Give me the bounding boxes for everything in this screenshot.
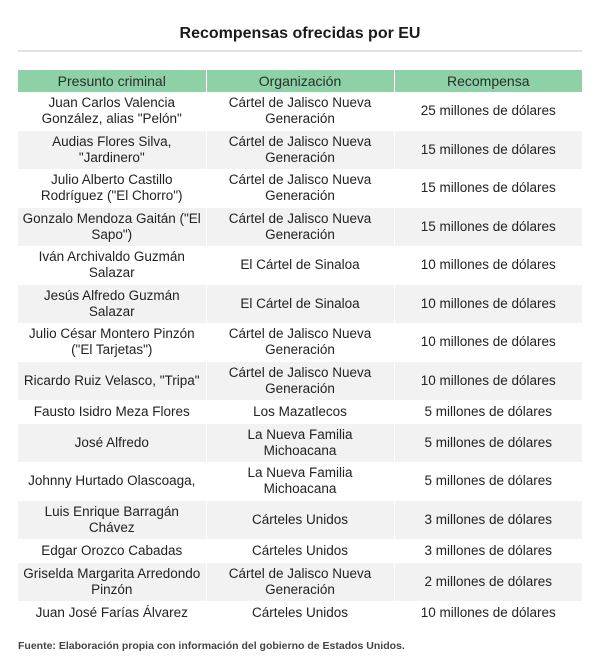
cell-reward: 5 millones de dólares [394, 424, 582, 463]
cell-organization: Cárteles Unidos [206, 601, 394, 625]
cell-reward: 2 millones de dólares [394, 563, 582, 602]
cell-reward: 5 millones de dólares [394, 462, 582, 501]
table-row [18, 285, 582, 324]
cell-criminal: Fausto Isidro Meza Flores [18, 400, 206, 424]
page-title: Recompensas ofrecidas por EU [179, 25, 421, 42]
cell-organization: El Cártel de Sinaloa [206, 246, 394, 285]
cell-organization: Cártel de Jalisco Nueva Generación [206, 362, 394, 401]
table-row [18, 400, 582, 424]
cell-criminal: Gonzalo Mendoza Gaitán ("El Sapo") [18, 208, 206, 247]
table-row [18, 246, 582, 285]
cell-organization: Cárteles Unidos [206, 539, 394, 563]
cell-criminal: Audias Flores Silva, "Jardinero" [18, 131, 206, 170]
table-row [18, 424, 582, 463]
cell-criminal: Iván Archivaldo Guzmán Salazar [18, 246, 206, 285]
source-note: Fuente: Elaboración propia con información del gobierno de Estados Unidos. [18, 640, 405, 652]
cell-organization: La Nueva Familia Michoacana [206, 424, 394, 463]
cell-reward: 10 millones de dólares [394, 362, 582, 401]
cell-reward: 10 millones de dólares [394, 246, 582, 285]
cell-criminal: Juan Carlos Valencia González, alias "Pelón" [18, 92, 206, 131]
cell-criminal: Luis Enrique Barragán Chávez [18, 501, 206, 540]
table-row [18, 601, 582, 625]
cell-reward: 5 millones de dólares [394, 400, 582, 424]
cell-criminal: Johnny Hurtado Olascoaga, [18, 462, 206, 501]
title-divider [18, 50, 582, 52]
cell-organization: Cártel de Jalisco Nueva Generación [206, 92, 394, 131]
cell-organization: El Cártel de Sinaloa [206, 285, 394, 324]
cell-reward: 10 millones de dólares [394, 601, 582, 625]
cell-reward: 3 millones de dólares [394, 539, 582, 563]
cell-reward: 25 millones de dólares [394, 92, 582, 131]
rewards-table [18, 70, 582, 625]
table-row [18, 362, 582, 401]
cell-organization: Cártel de Jalisco Nueva Generación [206, 323, 394, 362]
table-row [18, 539, 582, 563]
cell-reward: 10 millones de dólares [394, 323, 582, 362]
cell-reward: 3 millones de dólares [394, 501, 582, 540]
cell-reward: 15 millones de dólares [394, 131, 582, 170]
cell-reward: 15 millones de dólares [394, 208, 582, 247]
table-row [18, 501, 582, 540]
cell-organization: Los Mazatlecos [206, 400, 394, 424]
cell-criminal: Jesús Alfredo Guzmán Salazar [18, 285, 206, 324]
cell-organization: La Nueva Familia Michoacana [206, 462, 394, 501]
cell-reward: 15 millones de dólares [394, 169, 582, 208]
cell-criminal: José Alfredo [18, 424, 206, 463]
cell-criminal: Edgar Orozco Cabadas [18, 539, 206, 563]
cell-organization: Cártel de Jalisco Nueva Generación [206, 563, 394, 602]
cell-organization: Cártel de Jalisco Nueva Generación [206, 208, 394, 247]
cell-organization: Cártel de Jalisco Nueva Generación [206, 169, 394, 208]
cell-organization: Cártel de Jalisco Nueva Generación [206, 131, 394, 170]
table-row [18, 323, 582, 362]
cell-criminal: Julio Alberto Castillo Rodríguez ("El Chorro") [18, 169, 206, 208]
cell-criminal: Ricardo Ruiz Velasco, "Tripa" [18, 362, 206, 401]
table-row [18, 131, 582, 170]
table-row [18, 92, 582, 131]
table-header-row [18, 70, 582, 92]
table-row [18, 169, 582, 208]
cell-organization: Cárteles Unidos [206, 501, 394, 540]
cell-criminal: Griselda Margarita Arredondo Pinzón [18, 563, 206, 602]
table-row [18, 563, 582, 602]
column-header-criminal: Presunto criminal [18, 70, 206, 92]
column-header-organization: Organización [206, 70, 394, 92]
cell-reward: 10 millones de dólares [394, 285, 582, 324]
cell-criminal: Julio César Montero Pinzón ("El Tarjetas") [18, 323, 206, 362]
cell-criminal: Juan José Farías Álvarez [18, 601, 206, 625]
table-row [18, 462, 582, 501]
column-header-reward: Recompensa [394, 70, 582, 92]
table-row [18, 208, 582, 247]
